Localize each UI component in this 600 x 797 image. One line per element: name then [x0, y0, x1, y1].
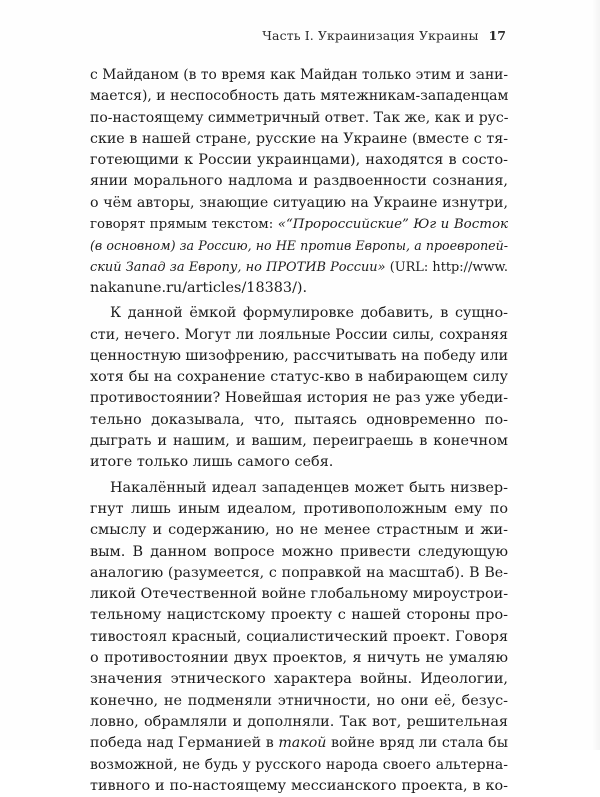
text-line [90, 303, 508, 324]
text-line [90, 733, 508, 754]
text-line [90, 478, 508, 499]
text-line [90, 431, 508, 452]
text-line [90, 235, 508, 256]
page-number: 17 [488, 28, 506, 43]
text-line [90, 452, 508, 473]
text-segment: победа над Германией в [90, 735, 279, 752]
text-line [90, 755, 508, 776]
text-segment: говорят прямым текстом: [90, 217, 278, 233]
text-segment: ликой Отечественной войне глобальному мироустрои- [90, 586, 508, 603]
text-segment: войне вряд ли стала бы [326, 735, 508, 752]
text-line [90, 605, 508, 626]
body-text [90, 65, 508, 797]
text-line [90, 669, 508, 690]
italic-text-segment: (в основном) за Россию, но НЕ против Европы, а проевропей- [90, 238, 508, 254]
text-line [90, 542, 508, 563]
italic-text-segment: «“Пророссийские” Юг и Восток [277, 217, 508, 233]
text-segment: по-настоящему симметричный ответ. Так же, как и рус- [90, 109, 508, 126]
text-segment: ские в нашей стране, русские на Украине (вместе с тя- [90, 130, 508, 147]
text-segment: аналогию (разумеется, с поправкой на масштаб). В Ве- [90, 564, 508, 581]
text-segment: гнут лишь иным идеалом, противоположным ему по [90, 500, 508, 517]
text-line [90, 150, 508, 171]
text-line [90, 108, 508, 129]
text-segment: конечно, не подменяли этничности, но они её, безус- [90, 692, 508, 709]
text-segment: противостоянии? Новейшая история не раз уже убеди- [90, 390, 508, 407]
text-line [90, 278, 508, 299]
text-segment: смыслу и содержанию, но не менее страстным и жи- [90, 522, 508, 539]
text-segment: с Майданом (в то время как Майдан только этим и зани- [90, 67, 508, 83]
text-line [90, 499, 508, 520]
text-line [90, 627, 508, 648]
text-line [90, 193, 508, 214]
text-segment: nakanune.ru/articles/18383/). [90, 279, 308, 296]
text-segment: о чём авторы, знающие ситуацию на Украине изнутри, [90, 194, 508, 211]
text-line [90, 388, 508, 409]
text-segment: готеющими к России украинцами), находятся в состо- [90, 152, 508, 169]
text-line [90, 648, 508, 669]
text-segment: сти, нечего. Могут ли лояльные России силы, сохраняя [90, 326, 508, 343]
text-line [90, 86, 508, 107]
text-segment: хотя бы на сохранение статус-кво в набирающем силу [90, 369, 508, 386]
text-segment: вым. В данном вопросе можно привести следующую [90, 543, 508, 560]
text-line [90, 563, 508, 584]
text-segment: тивного и по-настоящему мессианского проекта, в ко- [90, 777, 508, 794]
italic-text-segment: такой [278, 735, 327, 752]
text-segment: ценностную шизофрению, рассчитывать на победу или [90, 347, 508, 364]
italic-text-segment: ский Запад за Европу, но ПРОТИВ России» [90, 259, 386, 275]
chapter-title: Часть I. Украинизация Украины [262, 28, 479, 43]
text-line [90, 325, 508, 346]
text-line [90, 214, 508, 235]
text-segment: тельному нацистскому проекту с нашей стороны про- [90, 607, 508, 624]
text-line [90, 776, 508, 797]
text-line [90, 712, 508, 733]
text-segment: тивостоял красный, социалистический проект. Говоря [90, 628, 508, 645]
text-line [90, 171, 508, 192]
text-line [90, 65, 508, 86]
text-line [90, 129, 508, 150]
page-edge-shadow [592, 0, 600, 750]
running-header [90, 28, 506, 48]
text-segment: (URL: http://www. [385, 259, 508, 275]
text-line [90, 257, 508, 278]
text-line [90, 691, 508, 712]
text-segment: янии морального надлома и раздвоенности сознания, [90, 173, 508, 190]
text-segment: возможной, не будь у русского народа своего альтерна- [90, 756, 508, 773]
text-segment: ловно, обрамляли и дополняли. Так вот, решительная [90, 713, 508, 730]
text-segment: о противостоянии двух проектов, я ничуть не умаляю [90, 650, 508, 667]
text-segment: итоге только лишь самого себя. [90, 454, 334, 471]
text-segment: значения этнического характера войны. Идеологии, [90, 671, 508, 688]
text-segment: Накалённый идеал западенцев может быть низвер- [110, 479, 508, 496]
text-line [90, 346, 508, 367]
text-segment: К данной ёмкой формулировке добавить, в сущно- [110, 305, 508, 322]
text-line [90, 367, 508, 388]
text-segment: дыграть и нашим, и вашим, переиграешь в конечном [90, 433, 508, 450]
text-line [90, 520, 508, 541]
text-segment: тельно доказывала, что, пытаясь одновременно по- [90, 411, 508, 428]
text-line [90, 584, 508, 605]
text-line [90, 410, 508, 431]
text-segment: мается), и неспособность дать мятежникам-западенцам [90, 88, 508, 105]
